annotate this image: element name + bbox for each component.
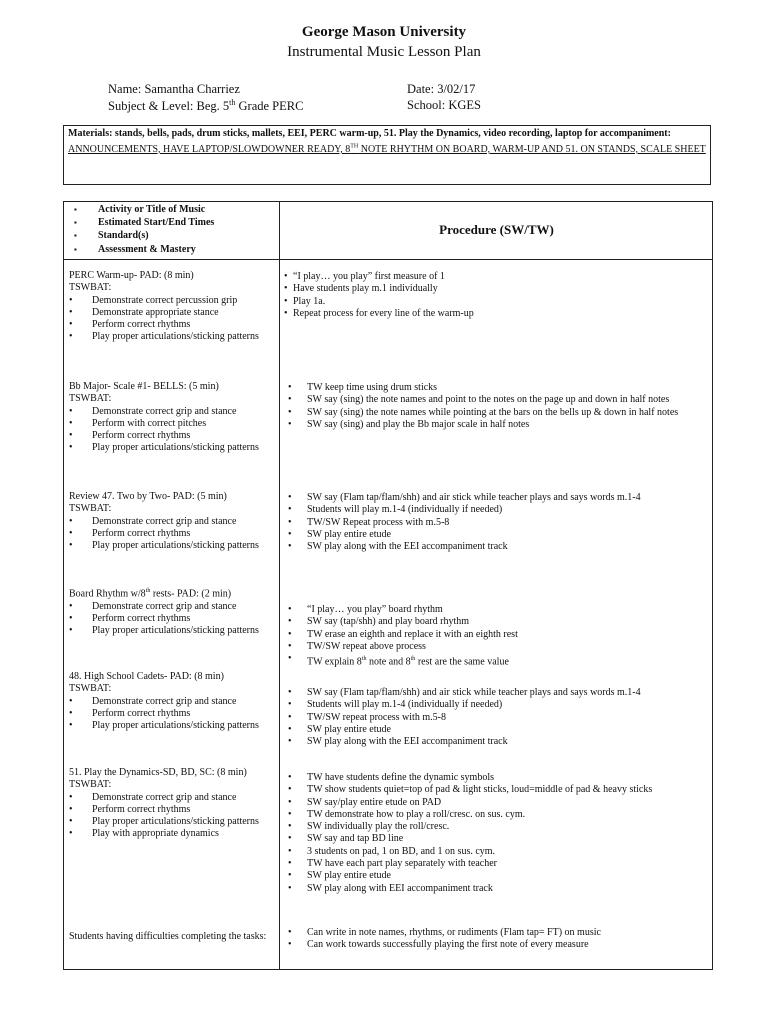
procedure-step: • TW keep time using drum sticks — [284, 382, 709, 394]
objective-item: • Play proper articulations/sticking patterns — [69, 540, 274, 552]
procedure-high-school-cadets — [284, 687, 709, 748]
procedure-step: • SW play along with EEI accompaniment track — [284, 883, 709, 895]
procedure-step: • SW say (sing) and play the Bb major scale in half notes — [284, 419, 709, 431]
activity-bb-major-scale — [69, 381, 274, 455]
objective-item: • Perform correct rhythms — [69, 804, 274, 816]
title-sup: th — [145, 588, 151, 594]
subject-sup: th — [229, 98, 236, 107]
activity-board-rhythm — [69, 585, 274, 638]
activity-header-list — [74, 203, 214, 256]
procedure-step: • Students will play m.1-4 (individually if needed) — [284, 699, 709, 711]
procedure-step: • SW say/play entire etude on PAD — [284, 797, 709, 809]
procedure-step: • SW play along with the EEI accompaniment track — [284, 541, 709, 553]
objective-item: • Demonstrate correct percussion grip — [69, 295, 274, 307]
procedure-step: • “I play… you play” first measure of 1 — [284, 271, 709, 283]
activity-play-the-dynamics — [69, 767, 274, 841]
difficulties-label: Students having difficulties completing the tasks: — [69, 931, 267, 942]
materials-label: Materials: stands, bells, pads, drum sticks, mallets, EEI, PERC warm-up, 51. Play the Dynamics, video recording, laptop for accompaniment: — [68, 128, 671, 139]
tswbat-label: TSWBAT: — [69, 779, 112, 791]
column-divider — [279, 202, 280, 969]
activity-perc-warmup — [69, 270, 274, 344]
materials-notes-b: NOTE RHYTHM ON BOARD, WARM-UP AND 51. ON STANDS, SCALE SHEET — [358, 143, 706, 155]
step-sup: th — [410, 656, 416, 663]
procedure-step: • SW play entire etude — [284, 724, 709, 736]
header-item: ▪ Activity or Title of Music — [74, 203, 214, 216]
activity-title — [69, 585, 274, 601]
header-item: ▪ Standard(s) — [74, 229, 214, 242]
university-title: George Mason University — [301, 24, 467, 40]
procedure-step: • Play 1a. — [284, 296, 709, 308]
procedure-step: • TW have students define the dynamic symbols — [284, 772, 709, 784]
objective-item: • Perform correct rhythms — [69, 613, 274, 625]
procedure-step: • SW say (sing) the note names and point to the notes on the page up and down in half notes — [284, 394, 709, 406]
materials-notes-a: ANNOUNCEMENTS, HAVE LAPTOP/SLOWDOWNER READY, 8 — [68, 143, 351, 155]
objective-item: • Demonstrate correct grip and stance — [69, 516, 274, 528]
school-field: School: KGES — [407, 98, 481, 112]
procedure-step: • SW say and tap BD line — [284, 833, 709, 845]
subject-prefix: Subject & Level: Beg. 5 — [108, 99, 230, 114]
procedure-step: • “I play… you play” board rhythm — [284, 604, 709, 616]
header-item: ▪ Estimated Start/End Times — [74, 216, 214, 229]
procedure-step — [284, 653, 709, 669]
procedure-difficulties — [284, 927, 709, 952]
title-suffix: rests- PAD: (2 min) — [150, 588, 232, 600]
subject-suffix: Grade PERC — [235, 99, 304, 114]
tswbat-label: TSWBAT: — [69, 683, 112, 695]
activity-title: Bb Major- Scale #1- BELLS: (5 min) — [69, 381, 219, 392]
objective-item: • Play proper articulations/sticking patterns — [69, 720, 274, 732]
procedure-step: • Students will play m.1-4 (individually if needed) — [284, 504, 709, 516]
procedure-step: • Have students play m.1 individually — [284, 283, 709, 295]
procedure-step: • TW show students quiet=top of pad & light sticks, loud=middle of pad & heavy sticks — [284, 784, 709, 796]
objective-item: • Play proper articulations/sticking patterns — [69, 442, 274, 454]
procedure-step: • TW/SW repeat above process — [284, 641, 709, 653]
procedure-step: • SW say (sing) the note names while pointing at the bars on the bells up & down in half notes — [284, 407, 709, 419]
activity-title: Review 47. Two by Two- PAD: (5 min) — [69, 491, 227, 502]
objective-item: • Demonstrate appropriate stance — [69, 307, 274, 319]
subject-level-field — [108, 98, 303, 114]
objective-item: • Demonstrate correct grip and stance — [69, 406, 274, 418]
objective-item: • Perform correct rhythms — [69, 528, 274, 540]
header-item: ▪ Assessment & Mastery — [74, 243, 214, 256]
activity-high-school-cadets — [69, 671, 274, 732]
plan-title: Instrumental Music Lesson Plan — [287, 44, 481, 60]
objective-list — [69, 516, 274, 553]
objective-item: • Demonstrate correct grip and stance — [69, 792, 274, 804]
objective-list — [69, 295, 274, 344]
procedure-step: • Repeat process for every line of the warm-up — [284, 308, 709, 320]
objective-list — [69, 406, 274, 455]
step-sup: th — [361, 656, 367, 663]
materials-box — [63, 125, 711, 185]
objective-item: • Perform correct rhythms — [69, 430, 274, 442]
procedure-step: • SW say (Flam tap/flam/shh) and air stick while teacher plays and says words m.1-4 — [284, 492, 709, 504]
activity-title: PERC Warm-up- PAD: (8 min) — [69, 270, 194, 281]
title-prefix: Board Rhythm w/8 — [69, 588, 146, 600]
procedure-play-the-dynamics — [284, 772, 709, 895]
procedure-step: • Can write in note names, rhythms, or rudiments (Flam tap= FT) on music — [284, 927, 709, 939]
procedure-step: • Can work towards successfully playing the first note of every measure — [284, 939, 709, 951]
procedure-step: • TW demonstrate how to play a roll/cresc. on sus. cym. — [284, 809, 709, 821]
objective-item: • Perform correct rhythms — [69, 319, 274, 331]
objective-list — [69, 792, 274, 841]
procedure-step: • SW play along with the EEI accompaniment track — [284, 736, 709, 748]
procedure-step: • SW individually play the roll/cresc. — [284, 821, 709, 833]
name-field: Name: Samantha Charriez — [108, 82, 240, 96]
procedure-step: • TW erase an eighth and replace it with an eighth rest — [284, 629, 709, 641]
procedure-step: • TW/SW repeat process with m.5-8 — [284, 712, 709, 724]
tswbat-label: TSWBAT: — [69, 503, 112, 515]
lesson-table — [63, 201, 713, 970]
procedure-step: • SW say (tap/shh) and play board rhythm — [284, 616, 709, 628]
objective-item: • Play proper articulations/sticking patterns — [69, 625, 274, 637]
procedure-step: • SW play entire etude — [284, 870, 709, 882]
procedure-step: • SW say (Flam tap/flam/shh) and air stick while teacher plays and says words m.1-4 — [284, 687, 709, 699]
procedure-step: • TW have each part play separately with teacher — [284, 858, 709, 870]
activity-two-by-two — [69, 491, 274, 552]
tswbat-label: TSWBAT: — [69, 282, 112, 294]
objective-item: • Perform with correct pitches — [69, 418, 274, 430]
activity-title: 51. Play the Dynamics-SD, BD, SC: (8 min) — [69, 767, 247, 778]
activity-title: 48. High School Cadets- PAD: (8 min) — [69, 671, 224, 682]
header-divider — [64, 259, 712, 260]
objective-item: • Play proper articulations/sticking patterns — [69, 816, 274, 828]
procedure-step: • 3 students on pad, 1 on BD, and 1 on sus. cym. — [284, 846, 709, 858]
objective-item: • Play proper articulations/sticking patterns — [69, 331, 274, 343]
procedure-header: Procedure (SW/TW) — [439, 222, 554, 237]
step-text-a: TW explain 8 — [307, 656, 362, 668]
procedure-perc-warmup — [284, 271, 709, 320]
objective-item: • Demonstrate correct grip and stance — [69, 696, 274, 708]
procedure-step: • TW/SW Repeat process with m.5-8 — [284, 517, 709, 529]
objective-item: • Perform correct rhythms — [69, 708, 274, 720]
date-field: Date: 3/02/17 — [407, 82, 476, 96]
objective-item: • Play with appropriate dynamics — [69, 828, 274, 840]
step-text-b: note and 8 — [366, 656, 411, 668]
objective-list — [69, 601, 274, 638]
procedure-board-rhythm — [284, 604, 709, 669]
step-text-c: rest are the same value — [415, 656, 509, 668]
procedure-bb-major-scale — [284, 382, 709, 431]
procedure-two-by-two — [284, 492, 709, 553]
procedure-step: • SW play entire etude — [284, 529, 709, 541]
materials-notes — [68, 144, 706, 155]
tswbat-label: TSWBAT: — [69, 393, 112, 405]
materials-notes-sup: TH — [350, 143, 359, 150]
objective-item: • Demonstrate correct grip and stance — [69, 601, 274, 613]
objective-list — [69, 696, 274, 733]
